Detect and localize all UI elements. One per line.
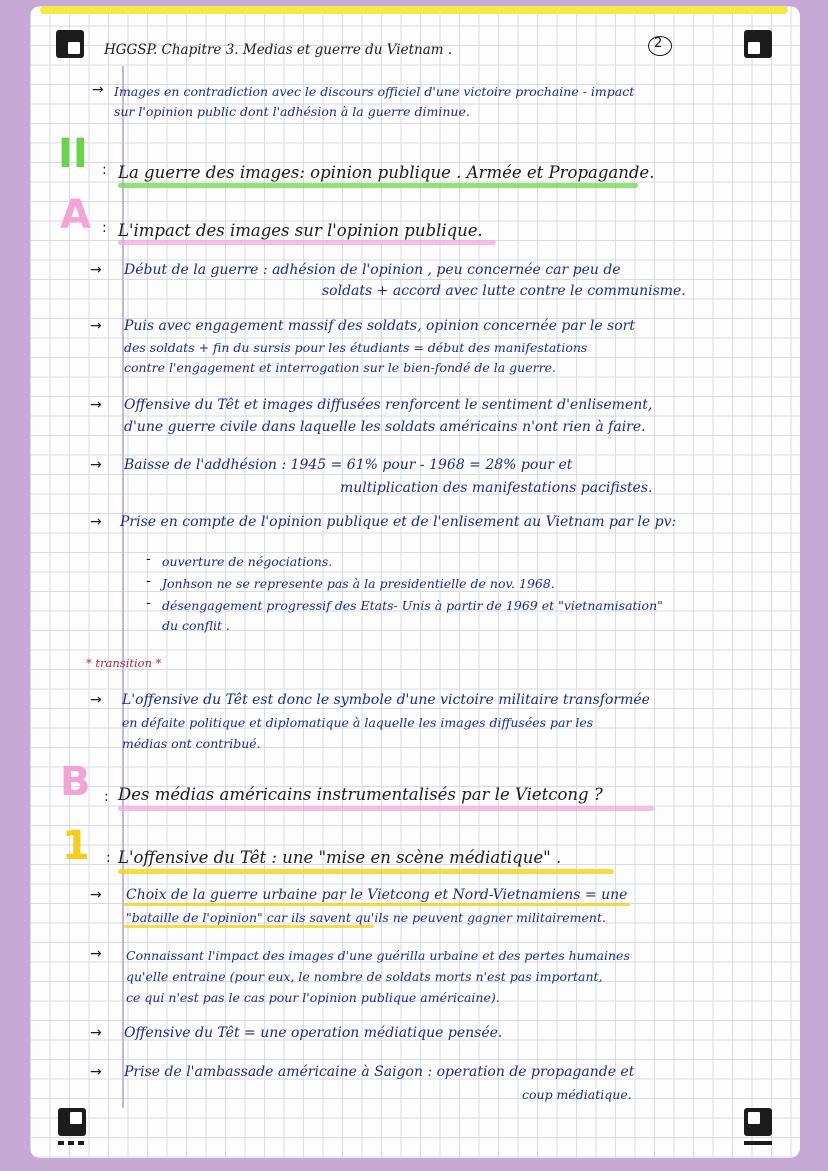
colon: : xyxy=(102,220,107,236)
point-1a-line-2: "bataille de l'opinion" car ils savent qu'ils ne peuvent gagner militairement. xyxy=(126,910,606,925)
transition-line-2: en défaite politique et diplomatique à laquelle les images diffusées par les xyxy=(122,715,594,730)
section-b-letter-badge: B xyxy=(60,759,91,805)
pink-highlight xyxy=(118,806,654,811)
point-a2-line-3: contre l'engagement et interrogation sur le bien-fondé de la guerre. xyxy=(124,360,556,375)
point-1a-line-1: Choix de la guerre urbaine par le Vietcong et Nord-Vietnamiens = une xyxy=(126,887,628,903)
arrow-icon: → xyxy=(92,82,104,98)
section-a-letter-badge: A xyxy=(60,192,91,238)
section-numeral-badge: II xyxy=(58,131,88,177)
section-one-numeral-badge: 1 xyxy=(62,823,90,869)
colon: : xyxy=(102,162,107,178)
sub-bullet-3-continued: du conflit . xyxy=(162,618,230,633)
arrow-icon: → xyxy=(90,887,102,903)
colon: : xyxy=(104,789,109,805)
yellow-underline xyxy=(124,925,374,928)
pink-highlight xyxy=(118,240,496,245)
section-b-title: Des médias américains instrumentalisés par le Vietcong ? xyxy=(118,785,603,804)
yellow-underline xyxy=(124,903,630,906)
corner-marker-bottom-left xyxy=(58,1108,86,1136)
transition-line-1: L'offensive du Têt est donc le symbole d'une victoire militaire transformée xyxy=(122,692,650,708)
section-two-title: La guerre des images: opinion publique . Armée et Propagande. xyxy=(118,163,655,182)
scan-code-bottom-left xyxy=(58,1141,86,1145)
arrow-icon: → xyxy=(90,1064,102,1080)
point-1d-line-1: Prise de l'ambassade américaine à Saigon : operation de propagande et xyxy=(124,1064,635,1080)
arrow-icon: → xyxy=(90,946,102,962)
point-a1-line-2: soldats + accord avec lutte contre le communisme. xyxy=(322,283,686,299)
green-highlight xyxy=(118,183,638,188)
page-title: HGGSP. Chapitre 3. Medias et guerre du Vietnam . xyxy=(104,42,453,58)
sub-bullet-3: désengagement progressif des Etats- Unis à partir de 1969 et "vietnamisation" xyxy=(162,598,663,613)
point-a5-line-1: Prise en compte de l'opinion publique et de l'enlisement au Vietnam par le pv: xyxy=(120,514,677,530)
transition-label: * transition * xyxy=(86,656,162,670)
intro-line-1: Images en contradiction avec le discours officiel d'une victoire prochaine - impact xyxy=(114,84,635,99)
paper-top-edge xyxy=(40,6,788,14)
arrow-icon: → xyxy=(90,262,102,278)
dash-bullet: - xyxy=(146,596,151,611)
intro-line-2: sur l'opinion public dont l'adhésion à la guerre diminue. xyxy=(114,104,470,119)
transition-line-3: médias ont contribué. xyxy=(122,736,261,751)
colon: : xyxy=(106,850,111,866)
arrow-icon: → xyxy=(90,692,102,708)
dash-bullet: - xyxy=(146,574,151,589)
point-1b-line-1: Connaissant l'impact des images d'une guérilla urbaine et des pertes humaines xyxy=(126,948,630,963)
point-a2-line-2: des soldats + fin du sursis pour les étudiants = début des manifestations xyxy=(124,340,588,355)
point-a1-line-1: Début de la guerre : adhésion de l'opinion , peu concernée car peu de xyxy=(124,262,621,278)
dash-bullet: - xyxy=(146,552,151,567)
point-1d-line-2: coup médiatique. xyxy=(522,1087,632,1102)
arrow-icon: → xyxy=(90,1025,102,1041)
arrow-icon: → xyxy=(90,457,102,473)
point-1c-line-1: Offensive du Têt = une operation médiatique pensée. xyxy=(124,1025,503,1041)
point-a3-line-2: d'une guerre civile dans laquelle les soldats américains n'ont rien à faire. xyxy=(124,419,646,435)
page-number: 2 xyxy=(654,36,663,51)
scan-code-bottom-right xyxy=(744,1141,772,1145)
corner-marker-top-left xyxy=(56,30,84,58)
arrow-icon: → xyxy=(90,514,102,530)
point-a4-line-2: multiplication des manifestations pacifistes. xyxy=(340,480,653,496)
sub-bullet-1: ouverture de négociations. xyxy=(162,554,333,569)
section-a-title: L'impact des images sur l'opinion publique. xyxy=(118,221,483,240)
arrow-icon: → xyxy=(90,318,102,334)
point-1b-line-2: qu'elle entraine (pour eux, le nombre de soldats morts n'est pas important, xyxy=(126,969,603,984)
point-a4-line-1: Baisse de l'addhésion : 1945 = 61% pour - 1968 = 28% pour et xyxy=(124,457,573,473)
yellow-highlight xyxy=(118,869,614,874)
corner-marker-bottom-right xyxy=(744,1108,772,1136)
point-a2-line-1: Puis avec engagement massif des soldats, opinion concernée par le sort xyxy=(124,318,635,334)
sub-bullet-2: Jonhson ne se represente pas à la presidentielle de nov. 1968. xyxy=(162,576,555,591)
section-one-title: L'offensive du Têt : une "mise en scène médiatique" . xyxy=(118,848,562,867)
corner-marker-top-right xyxy=(744,30,772,58)
point-a3-line-1: Offensive du Têt et images diffusées renforcent le sentiment d'enlisement, xyxy=(124,397,653,413)
arrow-icon: → xyxy=(90,397,102,413)
point-1b-line-3: ce qui n'est pas le cas pour l'opinion publique américaine). xyxy=(126,990,500,1005)
